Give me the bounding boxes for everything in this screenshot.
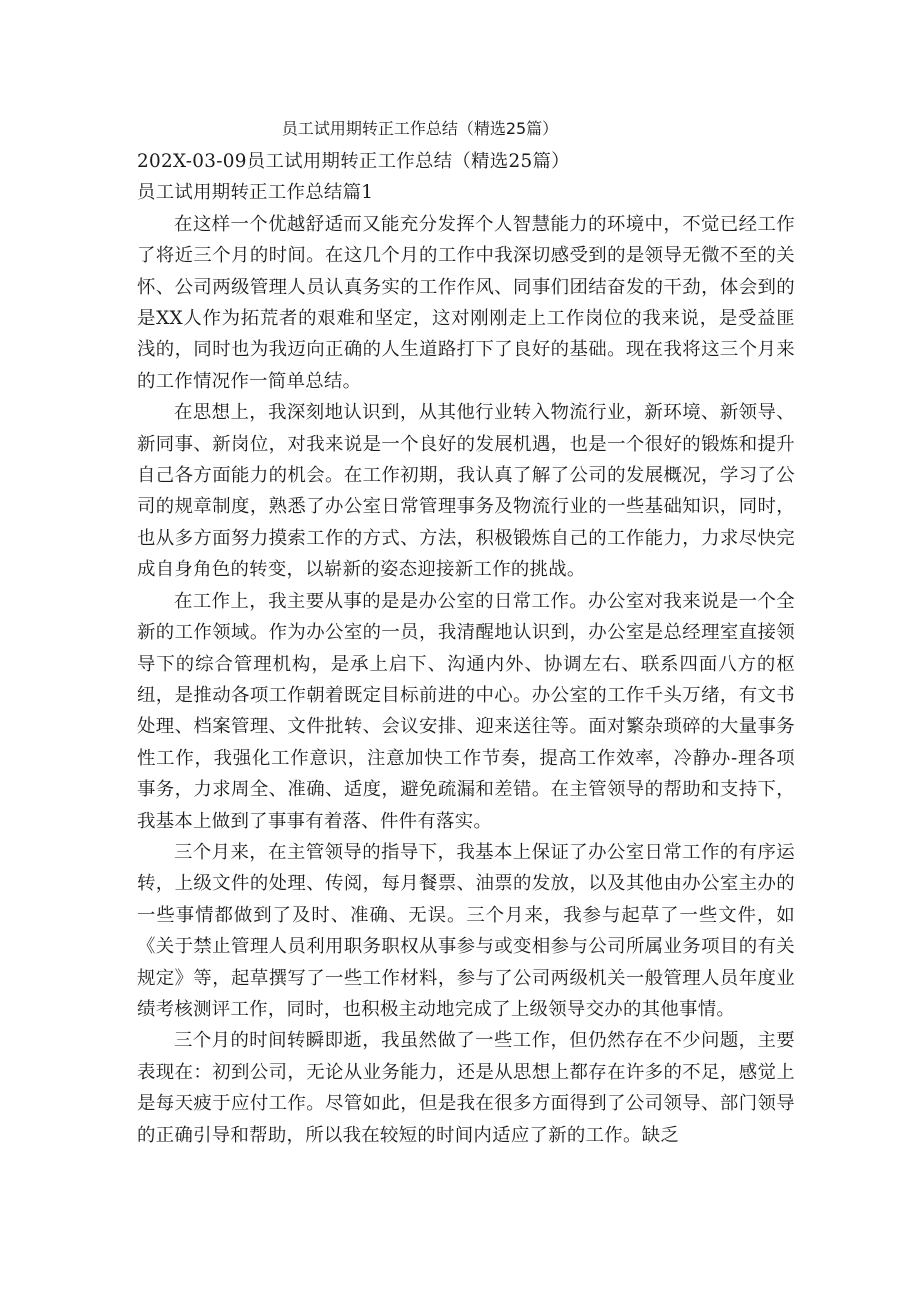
paragraph: 三个月来，在主管领导的指导下，我基本上保证了办公室日常工作的有序运转，上级文件的处理、传阅，每月餐票、油票的发放，以及其他由办公室主办的一些事情都做到了及时、准确、无误。三个月来，我参与起草了一些文件，如《关于禁止管理人员利用职务职权从事参与或变相参与公司所属业务项目的有关规定》等，起草撰写了一些工作材料，参与了公司两级机关一般管理人员年度业绩考核测评工作，同时，也积极主动地完成了上级领导交办的其他事情。 [137,841,795,1020]
date-line: 202X-03-09员工试用期转正工作总结（精选25篇） [137,151,570,172]
paragraph: 三个月的时间转瞬即逝，我虽然做了一些工作，但仍然存在不少问题，主要表现在：初到公司，无论从业务能力，还是从思想上都存在许多的不足，感觉上是每天疲于应付工作。尽管如此，但是我在很多方面得到了公司领导、部门领导的正确引导和帮助，所以我在较短的时间内适应了新的工作。缺乏 [137,1030,795,1146]
paragraph: 在思想上，我深刻地认识到，从其他行业转入物流行业，新环境、新领导、新同事、新岗位，对我来说是一个良好的发展机遇，也是一个很好的锻炼和提升自己各方面能力的机会。在工作初期，我认真了解了公司的发展概况，学习了公司的规章制度，熟悉了办公室日常管理事务及物流行业的一些基础知识，同时，也从多方面努力摸索工作的方式、方法，积极锻炼自己的工作能力，力求尽快完成自身角色的转变，以崭新的姿态迎接新工作的挑战。 [137,402,795,581]
section-heading: 员工试用期转正工作总结篇1 [137,182,374,204]
paragraph: 在工作上，我主要从事的是是办公室的日常工作。办公室对我来说是一个全新的工作领域。作为办公室的一员，我清醒地认识到，办公室是总经理室直接领导下的综合管理机构，是承上启下、沟通内外、协调左右、联系四面八方的枢纽，是推动各项工作朝着既定目标前进的中心。办公室的工作千头万绪，有文书处理、档案管理、文件批转、会议安排、迎来送往等。面对繁杂琐碎的大量事务性工作，我强化工作意识，注意加快工作节奏，提高工作效率，冷静办-理各项事务，力求周全、准确、适度，避免疏漏和差错。在主管领导的帮助和支持下，我基本上做到了事事有着落、件件有落实。 [137,590,795,832]
document-title: 员工试用期转正工作总结（精选25篇） [281,119,559,138]
document-body [137,146,795,1151]
paragraph: 在这样一个优越舒适而又能充分发挥个人智慧能力的环境中，不觉已经工作了将近三个月的时间。在这几个月的工作中我深切感受到的是领导无微不至的关怀、公司两级管理人员认真务实的工作作风、同事们团结奋发的干劲，体会到的是XX人作为拓荒者的艰难和坚定，这对刚刚走上工作岗位的我来说，是受益匪浅的，同时也为我迈向正确的人生道路打下了良好的基础。现在我将这三个月来的工作情况作一简单总结。 [137,213,795,392]
